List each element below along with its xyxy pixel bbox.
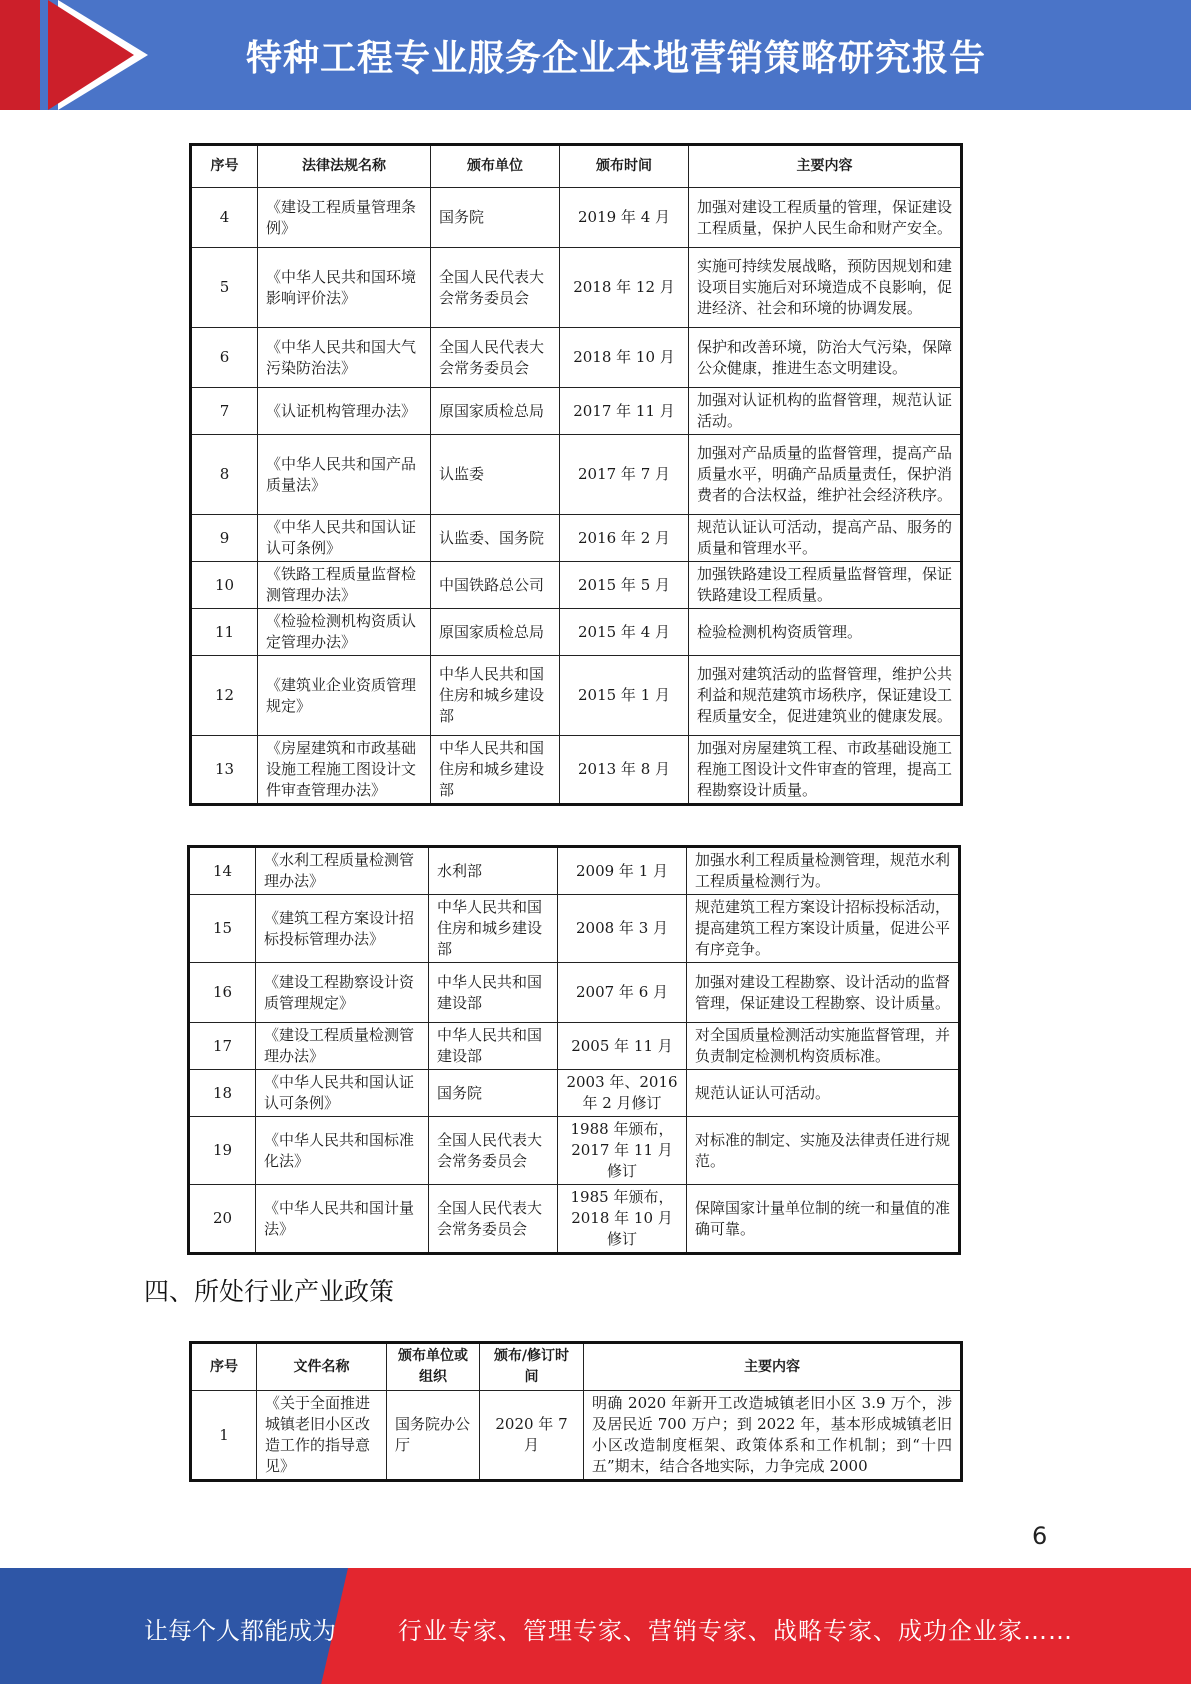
row-number: 6: [191, 328, 258, 388]
main-content: 规范建筑工程方案设计招标投标活动，提高建筑工程方案设计质量，促进公平有序竞争。: [687, 895, 960, 963]
issuer: 中华人民共和国建设部: [429, 1023, 558, 1070]
document-name: 《建筑业企业资质管理规定》: [258, 656, 431, 736]
issuer: 水利部: [429, 847, 558, 895]
laws-table: [189, 143, 963, 806]
document-name: 《建设工程质量检测管理办法》: [256, 1023, 429, 1070]
document-name: 《中华人民共和国环境影响评价法》: [258, 248, 431, 328]
table-row: [191, 736, 962, 805]
row-number: 1: [191, 1391, 257, 1481]
row-number: 7: [191, 388, 258, 435]
document-name: 《铁路工程质量监督检测管理办法》: [258, 562, 431, 609]
table-row: [191, 515, 962, 562]
row-number: 5: [191, 248, 258, 328]
row-number: 16: [189, 963, 256, 1023]
document-name: 《建设工程质量管理条例》: [258, 188, 431, 248]
document-name: 《认证机构管理办法》: [258, 388, 431, 435]
issuer: 中国铁路总公司: [431, 562, 560, 609]
section-heading: 四、所处行业产业政策: [144, 1277, 395, 1306]
issuer: 原国家质检总局: [431, 609, 560, 656]
issue-date: 2013 年 8 月: [560, 736, 689, 805]
issuer: 国务院办公厅: [387, 1391, 480, 1481]
table-row: [191, 188, 962, 248]
table-row: [191, 248, 962, 328]
main-content: 加强对建设工程勘察、设计活动的监督管理，保证建设工程勘察、设计质量。: [687, 963, 960, 1023]
row-number: 20: [189, 1185, 256, 1254]
issuer: 中华人民共和国住房和城乡建设部: [429, 895, 558, 963]
document-name: 《中华人民共和国认证认可条例》: [256, 1070, 429, 1117]
column-header: 颁布单位: [431, 145, 560, 188]
row-number: 8: [191, 435, 258, 515]
document-name: 《关于全面推进城镇老旧小区改造工作的指导意见》: [257, 1391, 387, 1481]
row-number: 19: [189, 1117, 256, 1185]
row-number: 17: [189, 1023, 256, 1070]
table-row: [191, 388, 962, 435]
report-title: 特种工程专业服务企业本地营销策略研究报告: [246, 38, 987, 79]
document-name: 《建设工程勘察设计资质管理规定》: [256, 963, 429, 1023]
table-header-row: [191, 145, 962, 188]
issuer: 全国人民代表大会常务委员会: [429, 1117, 558, 1185]
column-header: 主要内容: [584, 1343, 962, 1391]
issue-date: 2016 年 2 月: [560, 515, 689, 562]
footer-slogan-right: 行业专家、管理专家、营销专家、战略专家、成功企业家……: [398, 1617, 1073, 1645]
table-row: [189, 1185, 960, 1254]
issuer: 国务院: [429, 1070, 558, 1117]
document-name: 《中华人民共和国计量法》: [256, 1185, 429, 1254]
page-number: 6: [1032, 1522, 1048, 1550]
issuer: 全国人民代表大会常务委员会: [429, 1185, 558, 1254]
document-name: 《中华人民共和国认证认可条例》: [258, 515, 431, 562]
main-content: 加强对认证机构的监督管理，规范认证活动。: [689, 388, 962, 435]
table-row: [191, 1391, 962, 1481]
document-name: 《水利工程质量检测管理办法》: [256, 847, 429, 895]
row-number: 12: [191, 656, 258, 736]
table-row: [191, 609, 962, 656]
column-header: 文件名称: [257, 1343, 387, 1391]
issue-date: 2007 年 6 月: [558, 963, 687, 1023]
header-red-accent: [0, 0, 40, 110]
laws-table-continued: [187, 845, 961, 1255]
table-row: [191, 328, 962, 388]
document-name: 《检验检测机构资质认定管理办法》: [258, 609, 431, 656]
main-content: 加强对建筑活动的监督管理，维护公共利益和规范建筑市场秩序，保证建设工程质量安全，促进建筑业的健康发展。: [689, 656, 962, 736]
issue-date: 2020 年 7 月: [480, 1391, 584, 1481]
main-content: 检验检测机构资质管理。: [689, 609, 962, 656]
column-header: 主要内容: [689, 145, 962, 188]
main-content: 加强水利工程质量检测管理，规范水利工程质量检测行为。: [687, 847, 960, 895]
column-header: 序号: [191, 1343, 257, 1391]
table-row: [191, 435, 962, 515]
table-row: [191, 656, 962, 736]
issue-date: 2009 年 1 月: [558, 847, 687, 895]
issue-date: 2008 年 3 月: [558, 895, 687, 963]
row-number: 13: [191, 736, 258, 805]
table-row: [189, 1070, 960, 1117]
issuer: 中华人民共和国建设部: [429, 963, 558, 1023]
issue-date: 2015 年 5 月: [560, 562, 689, 609]
main-content: 加强铁路建设工程质量监督管理，保证铁路建设工程质量。: [689, 562, 962, 609]
main-content: 保护和改善环境，防治大气污染，保障公众健康，推进生态文明建设。: [689, 328, 962, 388]
issuer: 认监委: [431, 435, 560, 515]
issue-date: 2018 年 12 月: [560, 248, 689, 328]
issue-date: 2017 年 7 月: [560, 435, 689, 515]
document-name: 《房屋建筑和市政基础设施工程施工图设计文件审查管理办法》: [258, 736, 431, 805]
main-content: 保障国家计量单位制的统一和量值的准确可靠。: [687, 1185, 960, 1254]
table-row: [189, 963, 960, 1023]
row-number: 18: [189, 1070, 256, 1117]
issuer: 认监委、国务院: [431, 515, 560, 562]
main-content: 明确 2020 年新开工改造城镇老旧小区 3.9 万个，涉及居民近 700 万户；到 2022 年，基本形成城镇老旧小区改造制度框架、政策体系和工作机制；到“十四五”期末，结合各地实际，力争完成 2000: [584, 1391, 962, 1481]
document-name: 《中华人民共和国产品质量法》: [258, 435, 431, 515]
footer-slogan-left: 让每个人都能成为: [144, 1617, 336, 1645]
issue-date: 2015 年 4 月: [560, 609, 689, 656]
table-row: [191, 562, 962, 609]
row-number: 14: [189, 847, 256, 895]
row-number: 10: [191, 562, 258, 609]
main-content: 加强对建设工程质量的管理，保证建设工程质量，保护人民生命和财产安全。: [689, 188, 962, 248]
main-content: 实施可持续发展战略，预防因规划和建设项目实施后对环境造成不良影响，促进经济、社会和环境的协调发展。: [689, 248, 962, 328]
issuer: 全国人民代表大会常务委员会: [431, 328, 560, 388]
table-row: [189, 1023, 960, 1070]
table-row: [189, 895, 960, 963]
issuer: 国务院: [431, 188, 560, 248]
issue-date: 2017 年 11 月: [560, 388, 689, 435]
document-name: 《中华人民共和国大气污染防治法》: [258, 328, 431, 388]
page-header: [0, 0, 1191, 110]
issue-date: 2015 年 1 月: [560, 656, 689, 736]
column-header: 颁布单位或组织: [387, 1343, 480, 1391]
issuer: 中华人民共和国住房和城乡建设部: [431, 736, 560, 805]
issue-date: 2003 年、2016 年 2 月修订: [558, 1070, 687, 1117]
issue-date: 2019 年 4 月: [560, 188, 689, 248]
issue-date: 1985 年颁布，2018 年 10 月修订: [558, 1185, 687, 1254]
main-content: 规范认证认可活动，提高产品、服务的质量和管理水平。: [689, 515, 962, 562]
row-number: 9: [191, 515, 258, 562]
main-content: 加强对产品质量的监督管理，提高产品质量水平，明确产品质量责任，保护消费者的合法权益，维护社会经济秩序。: [689, 435, 962, 515]
column-header: 序号: [191, 145, 258, 188]
main-content: 对标准的制定、实施及法律责任进行规范。: [687, 1117, 960, 1185]
column-header: 颁布时间: [560, 145, 689, 188]
issue-date: 2018 年 10 月: [560, 328, 689, 388]
page-footer: [0, 1568, 1191, 1684]
issuer: 原国家质检总局: [431, 388, 560, 435]
table-row: [189, 1117, 960, 1185]
header-red-chevron: [48, 0, 134, 110]
policy-table: [189, 1341, 963, 1482]
document-name: 《中华人民共和国标准化法》: [256, 1117, 429, 1185]
main-content: 规范认证认可活动。: [687, 1070, 960, 1117]
main-content: 对全国质量检测活动实施监督管理，并负责制定检测机构资质标准。: [687, 1023, 960, 1070]
row-number: 4: [191, 188, 258, 248]
document-name: 《建筑工程方案设计招标投标管理办法》: [256, 895, 429, 963]
main-content: 加强对房屋建筑工程、市政基础设施工程施工图设计文件审查的管理，提高工程勘察设计质量。: [689, 736, 962, 805]
issuer: 全国人民代表大会常务委员会: [431, 248, 560, 328]
table-header-row: [191, 1343, 962, 1391]
column-header: 颁布/修订时间: [480, 1343, 584, 1391]
table-row: [189, 847, 960, 895]
column-header: 法律法规名称: [258, 145, 431, 188]
row-number: 15: [189, 895, 256, 963]
issue-date: 1988 年颁布，2017 年 11 月修订: [558, 1117, 687, 1185]
issue-date: 2005 年 11 月: [558, 1023, 687, 1070]
issuer: 中华人民共和国住房和城乡建设部: [431, 656, 560, 736]
row-number: 11: [191, 609, 258, 656]
